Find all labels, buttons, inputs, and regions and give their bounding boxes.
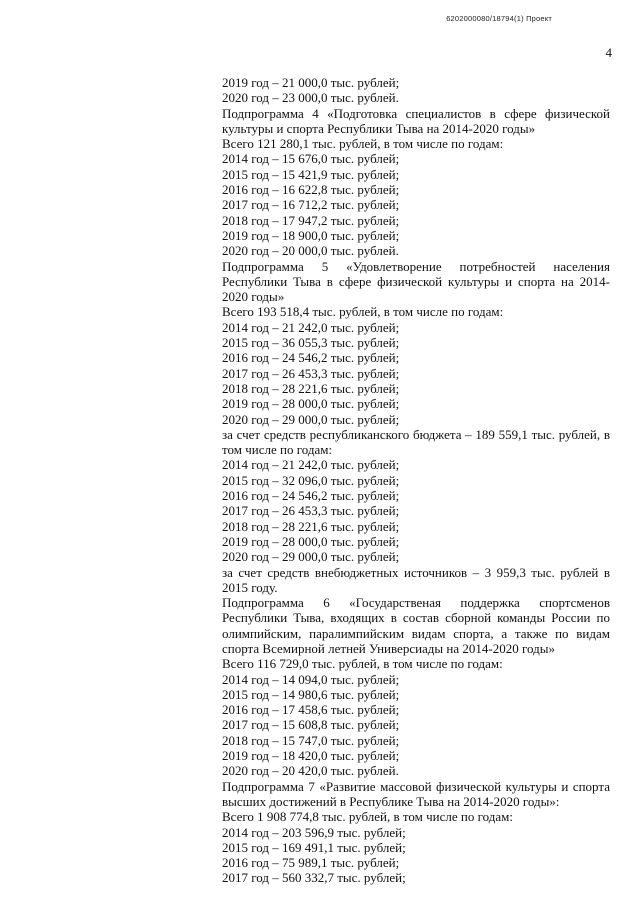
year-line: 2017 год – 16 712,2 тыс. рублей; <box>222 197 400 213</box>
document-id: 6202000080/18794(1) Проект <box>446 14 552 23</box>
year-line: 2016 год – 16 622,8 тыс. рублей; <box>222 182 400 198</box>
year-line: 2020 год – 20 000,0 тыс. рублей. <box>222 243 399 259</box>
year-line: 2015 год – 15 421,9 тыс. рублей; <box>222 166 400 182</box>
year-line: 2018 год – 15 747,0 тыс. рублей; <box>222 732 400 748</box>
year-line: 2016 год – 24 546,2 тыс. рублей; <box>222 350 400 366</box>
subprogram-4-title: Подпрограмма 4 «Подготовка специалистов в сфере физической культуры и спорта Республики Тыва на 2014-2020 годы» <box>222 105 610 136</box>
year-line: 2014 год – 15 676,0 тыс. рублей; <box>222 151 400 167</box>
subprogram-5-title: Подпрограмма 5 «Удовлетворение потребностей населения Республики Тыва в сфере физической культуры и спорта на 2014-2020 годы» <box>222 258 610 305</box>
subprogram-7-total: Всего 1 908 774,8 тыс. рублей, в том числе по годам: <box>222 809 513 825</box>
year-line: 2019 год – 18 900,0 тыс. рублей; <box>222 227 400 243</box>
document-body <box>222 75 610 886</box>
year-line: 2017 год – 15 608,8 тыс. рублей; <box>222 717 400 733</box>
year-line: 2019 год – 18 420,0 тыс. рублей; <box>222 748 400 764</box>
year-line: 2016 год – 75 989,1 тыс. рублей; <box>222 855 400 871</box>
subprogram-5-budget: за счет средств республиканского бюджета – 189 559,1 тыс. рублей, в том числе по годам: <box>222 426 610 458</box>
year-line: 2014 год – 203 596,9 тыс. рублей; <box>222 824 406 840</box>
year-line: 2017 год – 560 332,7 тыс. рублей; <box>222 870 406 886</box>
year-line: 2017 год – 26 453,3 тыс. рублей; <box>222 365 400 381</box>
year-line: 2015 год – 169 491,1 тыс. рублей; <box>222 839 406 855</box>
year-line: 2020 год – 29 000,0 тыс. рублей; <box>222 549 400 565</box>
year-line: 2020 год – 29 000,0 тыс. рублей; <box>222 411 400 427</box>
year-line: 2015 год – 14 980,6 тыс. рублей; <box>222 686 400 702</box>
year-line: 2018 год – 28 221,6 тыс. рублей; <box>222 518 400 534</box>
year-line: 2018 год – 17 947,2 тыс. рублей; <box>222 212 400 228</box>
year-line: 2017 год – 26 453,3 тыс. рублей; <box>222 503 400 519</box>
year-line: 2014 год – 21 242,0 тыс. рублей; <box>222 319 400 335</box>
year-line: 2018 год – 28 221,6 тыс. рублей; <box>222 380 400 396</box>
subprogram-6-total: Всего 116 729,0 тыс. рублей, в том числе по годам: <box>222 656 503 672</box>
year-line: 2014 год – 14 094,0 тыс. рублей; <box>222 671 400 687</box>
year-line: 2019 год – 28 000,0 тыс. рублей; <box>222 396 400 412</box>
year-line: 2016 год – 17 458,6 тыс. рублей; <box>222 702 400 718</box>
page-number: 4 <box>605 45 612 60</box>
year-line: 2020 год – 23 000,0 тыс. рублей. <box>222 90 399 106</box>
year-line: 2014 год – 21 242,0 тыс. рублей; <box>222 457 400 473</box>
subprogram-5-extra: за счет средств внебюджетных источников – 3 959,3 тыс. рублей в 2015 году. <box>222 564 610 595</box>
subprogram-4-total: Всего 121 280,1 тыс. рублей, в том числе по годам: <box>222 136 504 152</box>
year-line: 2020 год – 20 420,0 тыс. рублей. <box>222 763 399 779</box>
year-line: 2015 год – 36 055,3 тыс. рублей; <box>222 335 400 351</box>
year-line: 2019 год – 28 000,0 тыс. рублей; <box>222 533 400 549</box>
year-line: 2019 год – 21 000,0 тыс. рублей; <box>222 75 400 90</box>
year-line: 2016 год – 24 546,2 тыс. рублей; <box>222 488 400 504</box>
subprogram-7-title: Подпрограмма 7 «Развитие массовой физической культуры и спорта высших достижений в Республике Тыва на 2014-2020 годы»: <box>222 778 610 809</box>
year-line: 2015 год – 32 096,0 тыс. рублей; <box>222 472 400 488</box>
subprogram-5-total: Всего 193 518,4 тыс. рублей, в том числе по годам: <box>222 304 504 320</box>
subprogram-6-title: Подпрограмма 6 «Государственая поддержка спортсменов Республики Тыва, входящих в состав сборной команды России по олимпийским, паралимпийским видам спорта, а также по видам спорта Всемирной летней Универсиады на 2014-2020 годы» <box>222 595 610 656</box>
